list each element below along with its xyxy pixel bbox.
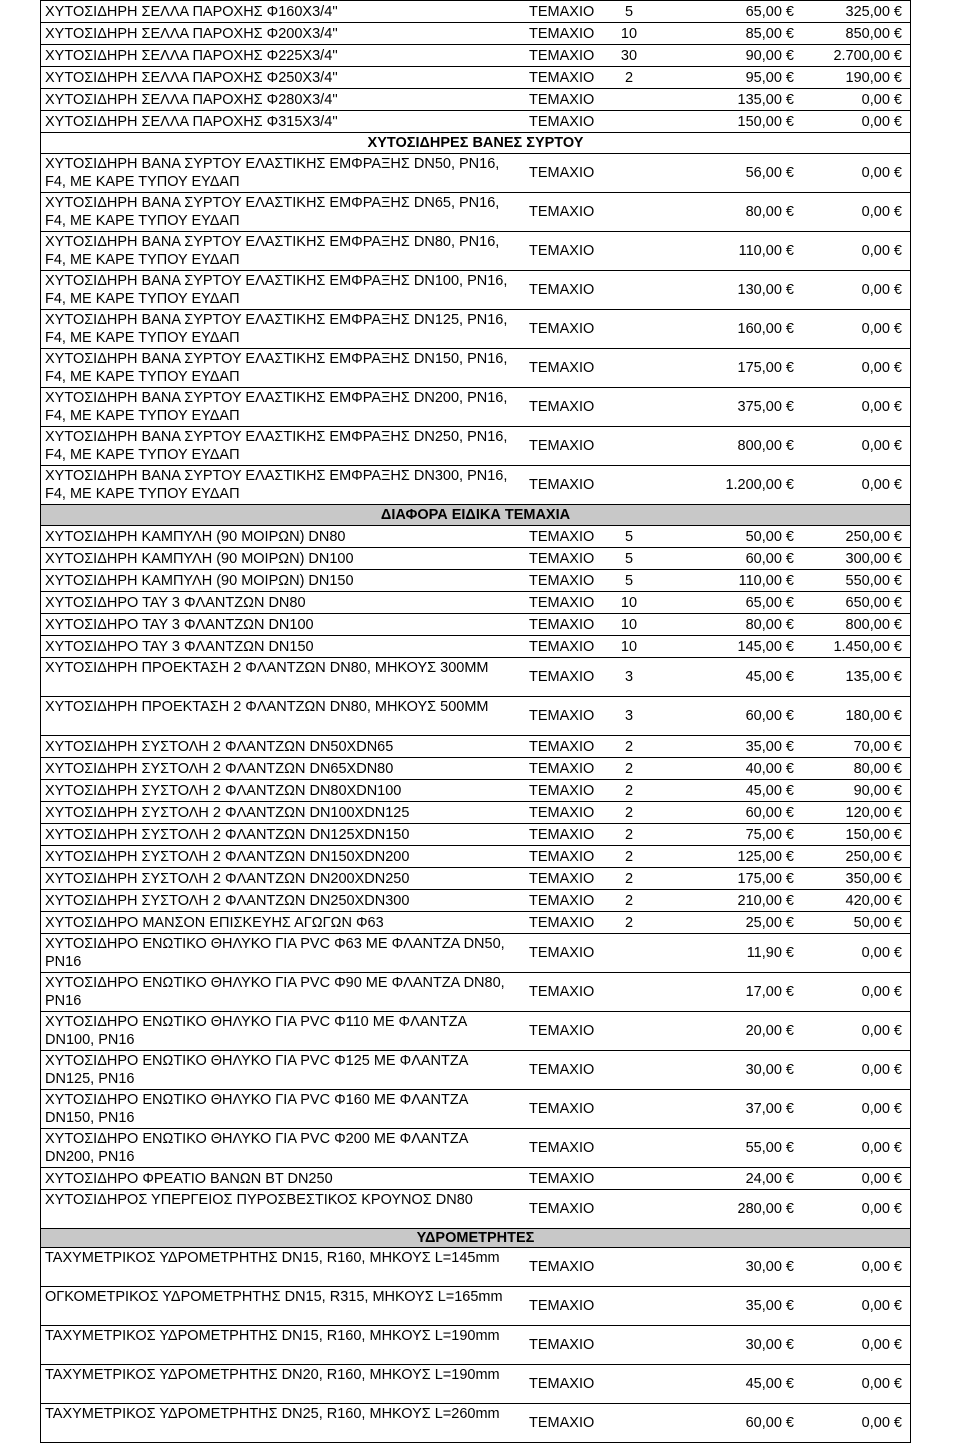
item-unit-price: 30,00 € xyxy=(745,1337,794,1353)
item-unit: ΤΕΜΑΧΙΟ xyxy=(529,1298,595,1314)
item-description: ΧΥΤΟΣΙΔΗΡΟ ΕΝΩΤΙΚΟ ΘΗΛΥΚΟ ΓΙΑ PVC Φ125 ΜΕ ΦΛΑΝΤΖΑ DN125, PN16 xyxy=(45,1053,468,1087)
item-unit-price: 24,00 € xyxy=(745,1170,794,1187)
item-total: 2.700,00 € xyxy=(833,47,902,64)
item-unit-price: 45,00 € xyxy=(745,1376,794,1392)
item-total: 90,00 € xyxy=(853,782,902,799)
item-total: 0,00 € xyxy=(861,165,902,181)
item-total: 70,00 € xyxy=(853,738,902,755)
item-description: ΧΥΤΟΣΙΔΗΡΗ ΣΥΣΤΟΛΗ 2 ΦΛΑΝΤΖΩΝ DN200XDN250 xyxy=(45,870,410,887)
item-unit-price: 280,00 € xyxy=(737,1201,794,1217)
item-unit: ΤΕΜΑΧΙΟ xyxy=(529,572,595,589)
item-description: ΧΥΤΟΣΙΔΗΡΟ ΦΡΕΑΤΙΟ ΒΑΝΩΝ ΒΤ DN250 xyxy=(45,1170,333,1187)
item-description: ΧΥΤΟΣΙΔΗΡΗ ΣΕΛΛΑ ΠΑΡΟΧΗΣ Φ160Χ3/4'' xyxy=(45,3,338,20)
item-unit: ΤΕΜΑΧΙΟ xyxy=(529,848,595,865)
table-row xyxy=(40,23,911,45)
item-unit: ΤΕΜΑΧΙΟ xyxy=(529,528,595,545)
item-description: ΧΥΤΟΣΙΔΗΡΟ ΕΝΩΤΙΚΟ ΘΗΛΥΚΟ ΓΙΑ PVC Φ160 ΜΕ ΦΛΑΝΤΖΑ DN150, PN16 xyxy=(45,1092,468,1126)
item-unit-price: 1.200,00 € xyxy=(725,477,794,493)
item-unit-price: 65,00 € xyxy=(745,3,794,20)
item-unit: ΤΕΜΑΧΙΟ xyxy=(529,3,595,20)
table-row xyxy=(40,232,911,271)
item-unit: ΤΕΜΑΧΙΟ xyxy=(529,738,595,755)
item-unit-price: 175,00 € xyxy=(737,870,794,887)
item-description: ΧΥΤΟΣΙΔΗΡΗ ΣΕΛΛΑ ΠΑΡΟΧΗΣ Φ200Χ3/4'' xyxy=(45,25,338,42)
item-quantity: 10 xyxy=(620,638,638,655)
item-unit: ΤΕΜΑΧΙΟ xyxy=(529,870,595,887)
item-total: 0,00 € xyxy=(861,321,902,337)
table-row xyxy=(40,697,911,736)
item-total: 150,00 € xyxy=(845,826,902,843)
item-total: 0,00 € xyxy=(861,1062,902,1078)
item-total: 180,00 € xyxy=(845,708,902,724)
item-unit-price: 50,00 € xyxy=(745,528,794,545)
item-description: ΧΥΤΟΣΙΔΗΡΗ ΣΥΣΤΟΛΗ 2 ΦΛΑΝΤΖΩΝ DN100XDN125 xyxy=(45,804,410,821)
item-description: ΤΑΧΥΜΕΤΡΙΚΟΣ ΥΔΡΟΜΕΤΡΗΤΗΣ DN15, R160, ΜΗΚΟΥΣ L=190mm xyxy=(45,1328,500,1344)
item-unit: ΤΕΜΑΧΙΟ xyxy=(529,25,595,42)
item-total: 250,00 € xyxy=(845,528,902,545)
item-total: 0,00 € xyxy=(861,282,902,298)
item-unit: ΤΕΜΑΧΙΟ xyxy=(529,360,595,376)
item-quantity: 5 xyxy=(624,572,634,589)
item-description: ΤΑΧΥΜΕΤΡΙΚΟΣ ΥΔΡΟΜΕΤΡΗΤΗΣ DN15, R160, ΜΗΚΟΥΣ L=145mm xyxy=(45,1250,500,1266)
table-row xyxy=(40,1287,911,1326)
section-title: ΥΔΡΟΜΕΤΡΗΤΕΣ xyxy=(416,1230,535,1246)
item-description: ΧΥΤΟΣΙΔΗΡΟ ΕΝΩΤΙΚΟ ΘΗΛΥΚΟ ΓΙΑ PVC Φ200 ΜΕ ΦΛΑΝΤΖΑ DN200, PN16 xyxy=(45,1131,468,1165)
item-description: ΧΥΤΟΣΙΔΗΡΗ ΒΑΝΑ ΣΥΡΤΟΥ ΕΛΑΣΤΙΚΗΣ ΕΜΦΡΑΞΗΣ DN200, PN16, F4, ΜΕ ΚΑΡΕ ΤΥΠΟΥ ΕΥΔΑΠ xyxy=(45,390,508,424)
table-row xyxy=(40,614,911,636)
table-row xyxy=(40,526,911,548)
item-quantity: 3 xyxy=(624,669,634,685)
table-row xyxy=(40,1168,911,1190)
item-description: ΧΥΤΟΣΙΔΗΡΟ ΕΝΩΤΙΚΟ ΘΗΛΥΚΟ ΓΙΑ PVC Φ63 ΜΕ ΦΛΑΝΤΖΑ DN50, PN16 xyxy=(45,936,505,970)
item-unit-price: 55,00 € xyxy=(745,1140,794,1156)
item-total: 650,00 € xyxy=(845,594,902,611)
item-unit-price: 60,00 € xyxy=(745,708,794,724)
item-unit: ΤΕΜΑΧΙΟ xyxy=(529,1376,595,1392)
item-unit-price: 75,00 € xyxy=(745,826,794,843)
item-unit-price: 375,00 € xyxy=(737,399,794,415)
item-description: ΧΥΤΟΣΙΔΗΡΗ ΣΕΛΛΑ ΠΑΡΟΧΗΣ Φ225Χ3/4'' xyxy=(45,47,338,64)
item-unit: ΤΕΜΑΧΙΟ xyxy=(529,638,595,655)
item-unit-price: 125,00 € xyxy=(737,848,794,865)
item-unit: ΤΕΜΑΧΙΟ xyxy=(529,477,595,493)
item-description: ΧΥΤΟΣΙΔΗΡΗ ΣΥΣΤΟΛΗ 2 ΦΛΑΝΤΖΩΝ DN50XDN65 xyxy=(45,738,394,755)
item-total: 0,00 € xyxy=(861,1298,902,1314)
price-list-table xyxy=(40,0,911,1443)
section-header xyxy=(40,505,911,526)
item-unit: ΤΕΜΑΧΙΟ xyxy=(529,669,595,685)
table-row xyxy=(40,1012,911,1051)
item-total: 135,00 € xyxy=(845,669,902,685)
item-total: 1.450,00 € xyxy=(833,638,902,655)
item-unit: ΤΕΜΑΧΙΟ xyxy=(529,399,595,415)
item-description: ΧΥΤΟΣΙΔΗΡΗ ΣΕΛΛΑ ΠΑΡΟΧΗΣ Φ315Χ3/4'' xyxy=(45,113,338,130)
item-description: ΧΥΤΟΣΙΔΗΡΗ ΣΥΣΤΟΛΗ 2 ΦΛΑΝΤΖΩΝ DN150XDN200 xyxy=(45,848,410,865)
item-unit: ΤΕΜΑΧΙΟ xyxy=(529,914,595,931)
item-description: ΧΥΤΟΣΙΔΗΡΗ ΠΡΟΕΚΤΑΣΗ 2 ΦΛΑΝΤΖΩΝ DN80, ΜΗΚΟΥΣ 500ΜΜ xyxy=(45,699,489,715)
section-header xyxy=(40,133,911,154)
item-unit: ΤΕΜΑΧΙΟ xyxy=(529,243,595,259)
item-total: 0,00 € xyxy=(861,1201,902,1217)
item-description: ΧΥΤΟΣΙΔΗΡΗ ΚΑΜΠΥΛΗ (90 ΜΟΙΡΩΝ) DN100 xyxy=(45,550,354,567)
item-description: ΧΥΤΟΣΙΔΗΡΟ ΤΑΥ 3 ΦΛΑΝΤΖΩΝ DN100 xyxy=(45,616,314,633)
item-total: 50,00 € xyxy=(853,914,902,931)
item-total: 0,00 € xyxy=(861,113,902,130)
table-row xyxy=(40,1326,911,1365)
table-row xyxy=(40,658,911,697)
table-row xyxy=(40,1090,911,1129)
table-row xyxy=(40,89,911,111)
item-unit-price: 11,90 € xyxy=(746,945,794,961)
item-unit: ΤΕΜΑΧΙΟ xyxy=(529,1415,595,1431)
item-description: ΧΥΤΟΣΙΔΗΡΗ ΣΕΛΛΑ ΠΑΡΟΧΗΣ Φ280Χ3/4'' xyxy=(45,91,338,108)
item-unit-price: 60,00 € xyxy=(745,550,794,567)
item-total: 250,00 € xyxy=(845,848,902,865)
item-unit: ΤΕΜΑΧΙΟ xyxy=(529,945,595,961)
table-row xyxy=(40,1404,911,1443)
item-total: 0,00 € xyxy=(861,91,902,108)
item-unit: ΤΕΜΑΧΙΟ xyxy=(529,782,595,799)
item-description: ΤΑΧΥΜΕΤΡΙΚΟΣ ΥΔΡΟΜΕΤΡΗΤΗΣ DN25, R160, ΜΗΚΟΥΣ L=260mm xyxy=(45,1406,500,1422)
item-unit-price: 17,00 € xyxy=(745,984,794,1000)
table-row xyxy=(40,1051,911,1090)
item-total: 0,00 € xyxy=(861,360,902,376)
item-total: 0,00 € xyxy=(861,1259,902,1275)
table-row xyxy=(40,890,911,912)
table-row xyxy=(40,271,911,310)
item-quantity: 10 xyxy=(620,616,638,633)
item-quantity: 10 xyxy=(620,25,638,42)
table-row xyxy=(40,427,911,466)
item-description: ΟΓΚΟΜΕΤΡΙΚΟΣ ΥΔΡΟΜΕΤΡΗΤΗΣ DN15, R315, ΜΗΚΟΥΣ L=165mm xyxy=(45,1289,503,1305)
item-unit-price: 30,00 € xyxy=(745,1259,794,1275)
table-row xyxy=(40,1365,911,1404)
table-row xyxy=(40,868,911,890)
item-description: ΧΥΤΟΣΙΔΗΡΟ ΤΑΥ 3 ΦΛΑΝΤΖΩΝ DN150 xyxy=(45,638,314,655)
item-unit: ΤΕΜΑΧΙΟ xyxy=(529,321,595,337)
section-title: ΔΙΑΦΟΡΑ ΕΙΔΙΚΑ ΤΕΜΑΧΙΑ xyxy=(380,507,571,523)
item-quantity: 2 xyxy=(624,738,634,755)
item-total: 350,00 € xyxy=(845,870,902,887)
item-unit-price: 60,00 € xyxy=(745,804,794,821)
item-unit: ΤΕΜΑΧΙΟ xyxy=(529,760,595,777)
item-quantity: 5 xyxy=(624,528,634,545)
item-total: 80,00 € xyxy=(853,760,902,777)
item-description: ΧΥΤΟΣΙΔΗΡΟ ΤΑΥ 3 ΦΛΑΝΤΖΩΝ DN80 xyxy=(45,594,306,611)
item-total: 0,00 € xyxy=(861,1376,902,1392)
item-unit-price: 80,00 € xyxy=(745,204,794,220)
item-total: 0,00 € xyxy=(861,1140,902,1156)
item-unit-price: 60,00 € xyxy=(745,1415,794,1431)
item-quantity: 2 xyxy=(624,892,634,909)
item-description: ΧΥΤΟΣΙΔΗΡΗ ΒΑΝΑ ΣΥΡΤΟΥ ΕΛΑΣΤΙΚΗΣ ΕΜΦΡΑΞΗΣ DN150, PN16, F4, ΜΕ ΚΑΡΕ ΤΥΠΟΥ ΕΥΔΑΠ xyxy=(45,351,508,385)
item-unit-price: 65,00 € xyxy=(745,594,794,611)
item-unit: ΤΕΜΑΧΙΟ xyxy=(529,1140,595,1156)
table-row xyxy=(40,802,911,824)
item-description: ΧΥΤΟΣΙΔΗΡΗ ΒΑΝΑ ΣΥΡΤΟΥ ΕΛΑΣΤΙΚΗΣ ΕΜΦΡΑΞΗΣ DN125, PN16, F4, ΜΕ ΚΑΡΕ ΤΥΠΟΥ ΕΥΔΑΠ xyxy=(45,312,508,346)
item-total: 0,00 € xyxy=(861,1023,902,1039)
item-description: ΧΥΤΟΣΙΔΗΡΗ ΣΥΣΤΟΛΗ 2 ΦΛΑΝΤΖΩΝ DN80XDN100 xyxy=(45,782,402,799)
table-row xyxy=(40,310,911,349)
item-unit: ΤΕΜΑΧΙΟ xyxy=(529,708,595,724)
table-row xyxy=(40,1129,911,1168)
item-total: 120,00 € xyxy=(845,804,902,821)
item-total: 0,00 € xyxy=(861,477,902,493)
item-total: 190,00 € xyxy=(845,69,902,86)
item-total: 0,00 € xyxy=(861,1415,902,1431)
item-description: ΧΥΤΟΣΙΔΗΡΗ ΒΑΝΑ ΣΥΡΤΟΥ ΕΛΑΣΤΙΚΗΣ ΕΜΦΡΑΞΗΣ DN50, PN16, F4, ΜΕ ΚΑΡΕ ΤΥΠΟΥ ΕΥΔΑΠ xyxy=(45,156,500,190)
item-total: 0,00 € xyxy=(861,945,902,961)
table-row xyxy=(40,570,911,592)
item-unit-price: 40,00 € xyxy=(745,760,794,777)
item-unit: ΤΕΜΑΧΙΟ xyxy=(529,616,595,633)
table-row xyxy=(40,758,911,780)
item-unit-price: 130,00 € xyxy=(737,282,794,298)
item-description: ΧΥΤΟΣΙΔΗΡΗ ΣΥΣΤΟΛΗ 2 ΦΛΑΝΤΖΩΝ DN65XDN80 xyxy=(45,760,394,777)
section-header xyxy=(40,1229,911,1248)
table-row xyxy=(40,1,911,23)
item-unit-price: 110,00 € xyxy=(738,572,794,589)
item-unit-price: 210,00 € xyxy=(737,892,794,909)
item-description: ΧΥΤΟΣΙΔΗΡΟ ΕΝΩΤΙΚΟ ΘΗΛΥΚΟ ΓΙΑ PVC Φ110 ΜΕ ΦΛΑΝΤΖΑ DN100, PN16 xyxy=(45,1014,467,1048)
item-description: ΧΥΤΟΣΙΔΗΡΗ ΒΑΝΑ ΣΥΡΤΟΥ ΕΛΑΣΤΙΚΗΣ ΕΜΦΡΑΞΗΣ DN250, PN16, F4, ΜΕ ΚΑΡΕ ΤΥΠΟΥ ΕΥΔΑΠ xyxy=(45,429,508,463)
item-unit: ΤΕΜΑΧΙΟ xyxy=(529,1337,595,1353)
item-description: ΧΥΤΟΣΙΔΗΡΗ ΣΕΛΛΑ ΠΑΡΟΧΗΣ Φ250Χ3/4'' xyxy=(45,69,338,86)
item-total: 0,00 € xyxy=(861,204,902,220)
item-unit: ΤΕΜΑΧΙΟ xyxy=(529,826,595,843)
item-quantity: 2 xyxy=(624,804,634,821)
item-description: ΧΥΤΟΣΙΔΗΡΗ ΚΑΜΠΥΛΗ (90 ΜΟΙΡΩΝ) DN150 xyxy=(45,572,354,589)
item-unit: ΤΕΜΑΧΙΟ xyxy=(529,1259,595,1275)
table-row xyxy=(40,592,911,614)
item-quantity: 2 xyxy=(624,782,634,799)
item-unit: ΤΕΜΑΧΙΟ xyxy=(529,282,595,298)
table-row xyxy=(40,780,911,802)
item-description: ΧΥΤΟΣΙΔΗΡΗ ΒΑΝΑ ΣΥΡΤΟΥ ΕΛΑΣΤΙΚΗΣ ΕΜΦΡΑΞΗΣ DN65, PN16, F4, ΜΕ ΚΑΡΕ ΤΥΠΟΥ ΕΥΔΑΠ xyxy=(45,195,500,229)
item-unit-price: 30,00 € xyxy=(745,1062,794,1078)
table-row xyxy=(40,548,911,570)
table-row xyxy=(40,67,911,89)
item-description: ΧΥΤΟΣΙΔΗΡΟΣ ΥΠΕΡΓΕΙΟΣ ΠΥΡΟΣΒΕΣΤΙΚΟΣ ΚΡΟΥΝΟΣ DN80 xyxy=(45,1192,473,1208)
item-unit-price: 160,00 € xyxy=(737,321,794,337)
item-unit-price: 145,00 € xyxy=(737,638,794,655)
item-unit: ΤΕΜΑΧΙΟ xyxy=(529,804,595,821)
item-unit-price: 175,00 € xyxy=(737,360,794,376)
item-quantity: 2 xyxy=(624,914,634,931)
item-description: ΧΥΤΟΣΙΔΗΡΟ ΜΑΝΣΟΝ ΕΠΙΣΚΕΥΗΣ ΑΓΩΓΩΝ Φ63 xyxy=(45,914,384,931)
item-quantity: 5 xyxy=(624,3,634,20)
item-unit: ΤΕΜΑΧΙΟ xyxy=(529,204,595,220)
item-total: 0,00 € xyxy=(861,243,902,259)
table-row xyxy=(40,846,911,868)
table-row xyxy=(40,912,911,934)
item-unit: ΤΕΜΑΧΙΟ xyxy=(529,1201,595,1217)
item-quantity: 5 xyxy=(624,550,634,567)
table-row xyxy=(40,934,911,973)
item-unit-price: 800,00 € xyxy=(737,438,794,454)
item-unit-price: 90,00 € xyxy=(745,47,794,64)
item-unit-price: 95,00 € xyxy=(745,69,794,86)
item-unit-price: 80,00 € xyxy=(745,616,794,633)
item-unit: ΤΕΜΑΧΙΟ xyxy=(529,892,595,909)
item-quantity: 2 xyxy=(624,69,634,86)
item-total: 300,00 € xyxy=(845,550,902,567)
item-quantity: 2 xyxy=(624,870,634,887)
item-total: 0,00 € xyxy=(861,438,902,454)
item-total: 550,00 € xyxy=(845,572,902,589)
item-unit: ΤΕΜΑΧΙΟ xyxy=(529,113,595,130)
item-description: ΧΥΤΟΣΙΔΗΡΗ ΚΑΜΠΥΛΗ (90 ΜΟΙΡΩΝ) DN80 xyxy=(45,528,346,545)
item-unit: ΤΕΜΑΧΙΟ xyxy=(529,47,595,64)
item-unit: ΤΕΜΑΧΙΟ xyxy=(529,1062,595,1078)
table-row xyxy=(40,824,911,846)
item-unit-price: 150,00 € xyxy=(737,113,794,130)
item-total: 0,00 € xyxy=(861,1101,902,1117)
table-row xyxy=(40,154,911,193)
table-row xyxy=(40,193,911,232)
item-total: 0,00 € xyxy=(861,1337,902,1353)
item-unit: ΤΕΜΑΧΙΟ xyxy=(529,438,595,454)
item-unit-price: 110,00 € xyxy=(738,243,794,259)
item-total: 420,00 € xyxy=(845,892,902,909)
item-total: 0,00 € xyxy=(861,399,902,415)
table-row xyxy=(40,736,911,758)
item-quantity: 2 xyxy=(624,826,634,843)
section-title: ΧΥΤΟΣΙΔΗΡΕΣ ΒΑΝΕΣ ΣΥΡΤΟΥ xyxy=(367,135,584,151)
table-row xyxy=(40,1248,911,1287)
item-unit: ΤΕΜΑΧΙΟ xyxy=(529,984,595,1000)
item-description: ΧΥΤΟΣΙΔΗΡΗ ΣΥΣΤΟΛΗ 2 ΦΛΑΝΤΖΩΝ DN125XDN150 xyxy=(45,826,410,843)
item-unit-price: 20,00 € xyxy=(745,1023,794,1039)
item-unit: ΤΕΜΑΧΙΟ xyxy=(529,594,595,611)
item-unit-price: 45,00 € xyxy=(745,782,794,799)
item-quantity: 2 xyxy=(624,848,634,865)
item-unit-price: 56,00 € xyxy=(745,165,794,181)
item-description: ΧΥΤΟΣΙΔΗΡΗ ΣΥΣΤΟΛΗ 2 ΦΛΑΝΤΖΩΝ DN250XDN300 xyxy=(45,892,410,909)
item-total: 800,00 € xyxy=(845,616,902,633)
item-description: ΧΥΤΟΣΙΔΗΡΗ ΒΑΝΑ ΣΥΡΤΟΥ ΕΛΑΣΤΙΚΗΣ ΕΜΦΡΑΞΗΣ DN100, PN16, F4, ΜΕ ΚΑΡΕ ΤΥΠΟΥ ΕΥΔΑΠ xyxy=(45,273,508,307)
item-total: 0,00 € xyxy=(861,1170,902,1187)
table-row xyxy=(40,636,911,658)
item-unit-price: 25,00 € xyxy=(745,914,794,931)
item-total: 850,00 € xyxy=(845,25,902,42)
table-row xyxy=(40,466,911,505)
item-quantity: 10 xyxy=(620,594,638,611)
item-description: ΧΥΤΟΣΙΔΗΡΗ ΒΑΝΑ ΣΥΡΤΟΥ ΕΛΑΣΤΙΚΗΣ ΕΜΦΡΑΞΗΣ DN80, PN16, F4, ΜΕ ΚΑΡΕ ΤΥΠΟΥ ΕΥΔΑΠ xyxy=(45,234,500,268)
item-unit-price: 85,00 € xyxy=(745,25,794,42)
item-description: ΧΥΤΟΣΙΔΗΡΗ ΒΑΝΑ ΣΥΡΤΟΥ ΕΛΑΣΤΙΚΗΣ ΕΜΦΡΑΞΗΣ DN300, PN16, F4, ΜΕ ΚΑΡΕ ΤΥΠΟΥ ΕΥΔΑΠ xyxy=(45,468,508,502)
item-unit: ΤΕΜΑΧΙΟ xyxy=(529,165,595,181)
table-row xyxy=(40,111,911,133)
item-total: 0,00 € xyxy=(861,984,902,1000)
item-total: 325,00 € xyxy=(845,3,902,20)
item-unit: ΤΕΜΑΧΙΟ xyxy=(529,1101,595,1117)
item-unit-price: 37,00 € xyxy=(745,1101,794,1117)
item-unit-price: 35,00 € xyxy=(745,1298,794,1314)
table-row xyxy=(40,973,911,1012)
table-row xyxy=(40,388,911,427)
item-unit: ΤΕΜΑΧΙΟ xyxy=(529,550,595,567)
table-row xyxy=(40,1190,911,1229)
item-unit-price: 45,00 € xyxy=(745,669,794,685)
item-unit: ΤΕΜΑΧΙΟ xyxy=(529,91,595,108)
item-description: ΤΑΧΥΜΕΤΡΙΚΟΣ ΥΔΡΟΜΕΤΡΗΤΗΣ DN20, R160, ΜΗΚΟΥΣ L=190mm xyxy=(45,1367,500,1383)
item-quantity: 3 xyxy=(624,708,634,724)
item-quantity: 30 xyxy=(620,47,638,64)
table-row xyxy=(40,349,911,388)
item-unit: ΤΕΜΑΧΙΟ xyxy=(529,69,595,86)
item-unit-price: 135,00 € xyxy=(737,91,794,108)
item-unit-price: 35,00 € xyxy=(745,738,794,755)
item-description: ΧΥΤΟΣΙΔΗΡΗ ΠΡΟΕΚΤΑΣΗ 2 ΦΛΑΝΤΖΩΝ DN80, ΜΗΚΟΥΣ 300ΜΜ xyxy=(45,660,489,676)
item-description: ΧΥΤΟΣΙΔΗΡΟ ΕΝΩΤΙΚΟ ΘΗΛΥΚΟ ΓΙΑ PVC Φ90 ΜΕ ΦΛΑΝΤΖΑ DN80, PN16 xyxy=(45,975,505,1009)
item-quantity: 2 xyxy=(624,760,634,777)
table-row xyxy=(40,45,911,67)
item-unit: ΤΕΜΑΧΙΟ xyxy=(529,1023,595,1039)
item-unit: ΤΕΜΑΧΙΟ xyxy=(529,1170,595,1187)
